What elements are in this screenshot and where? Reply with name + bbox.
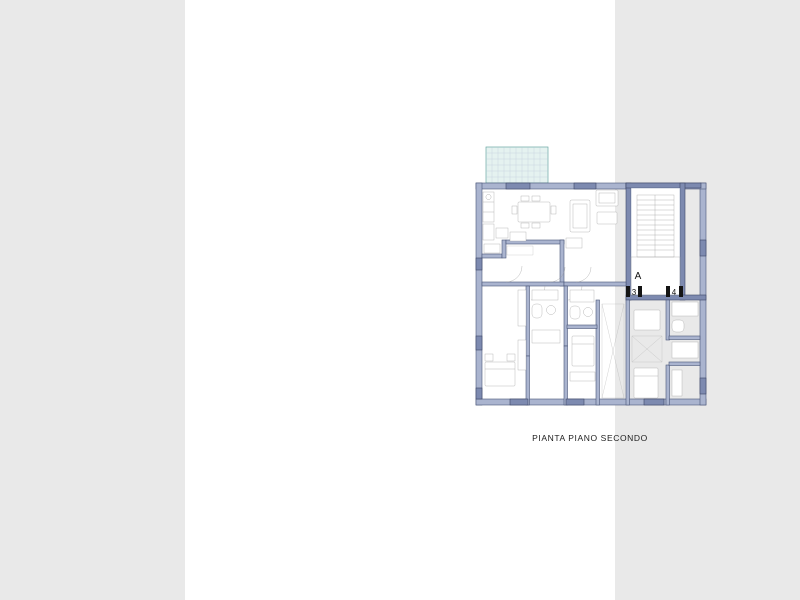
living-room-furniture (483, 190, 618, 248)
floor-plan-svg (466, 140, 714, 420)
door-marker-3-left (626, 286, 630, 297)
door-marker-3-right (638, 286, 642, 297)
stair-label-a: A (634, 271, 642, 282)
plan-caption: PIANTA PIANO SECONDO (532, 433, 648, 443)
terrace-area (486, 147, 548, 183)
door-marker-4-right (679, 286, 683, 297)
stairwell-block (626, 183, 706, 300)
door-marker-4-left (666, 286, 670, 297)
door-label-4: 4 (671, 288, 677, 297)
floor-plan-drawing (466, 140, 714, 420)
door-label-3: 3 (631, 288, 637, 297)
plan-sheet (185, 0, 677, 600)
